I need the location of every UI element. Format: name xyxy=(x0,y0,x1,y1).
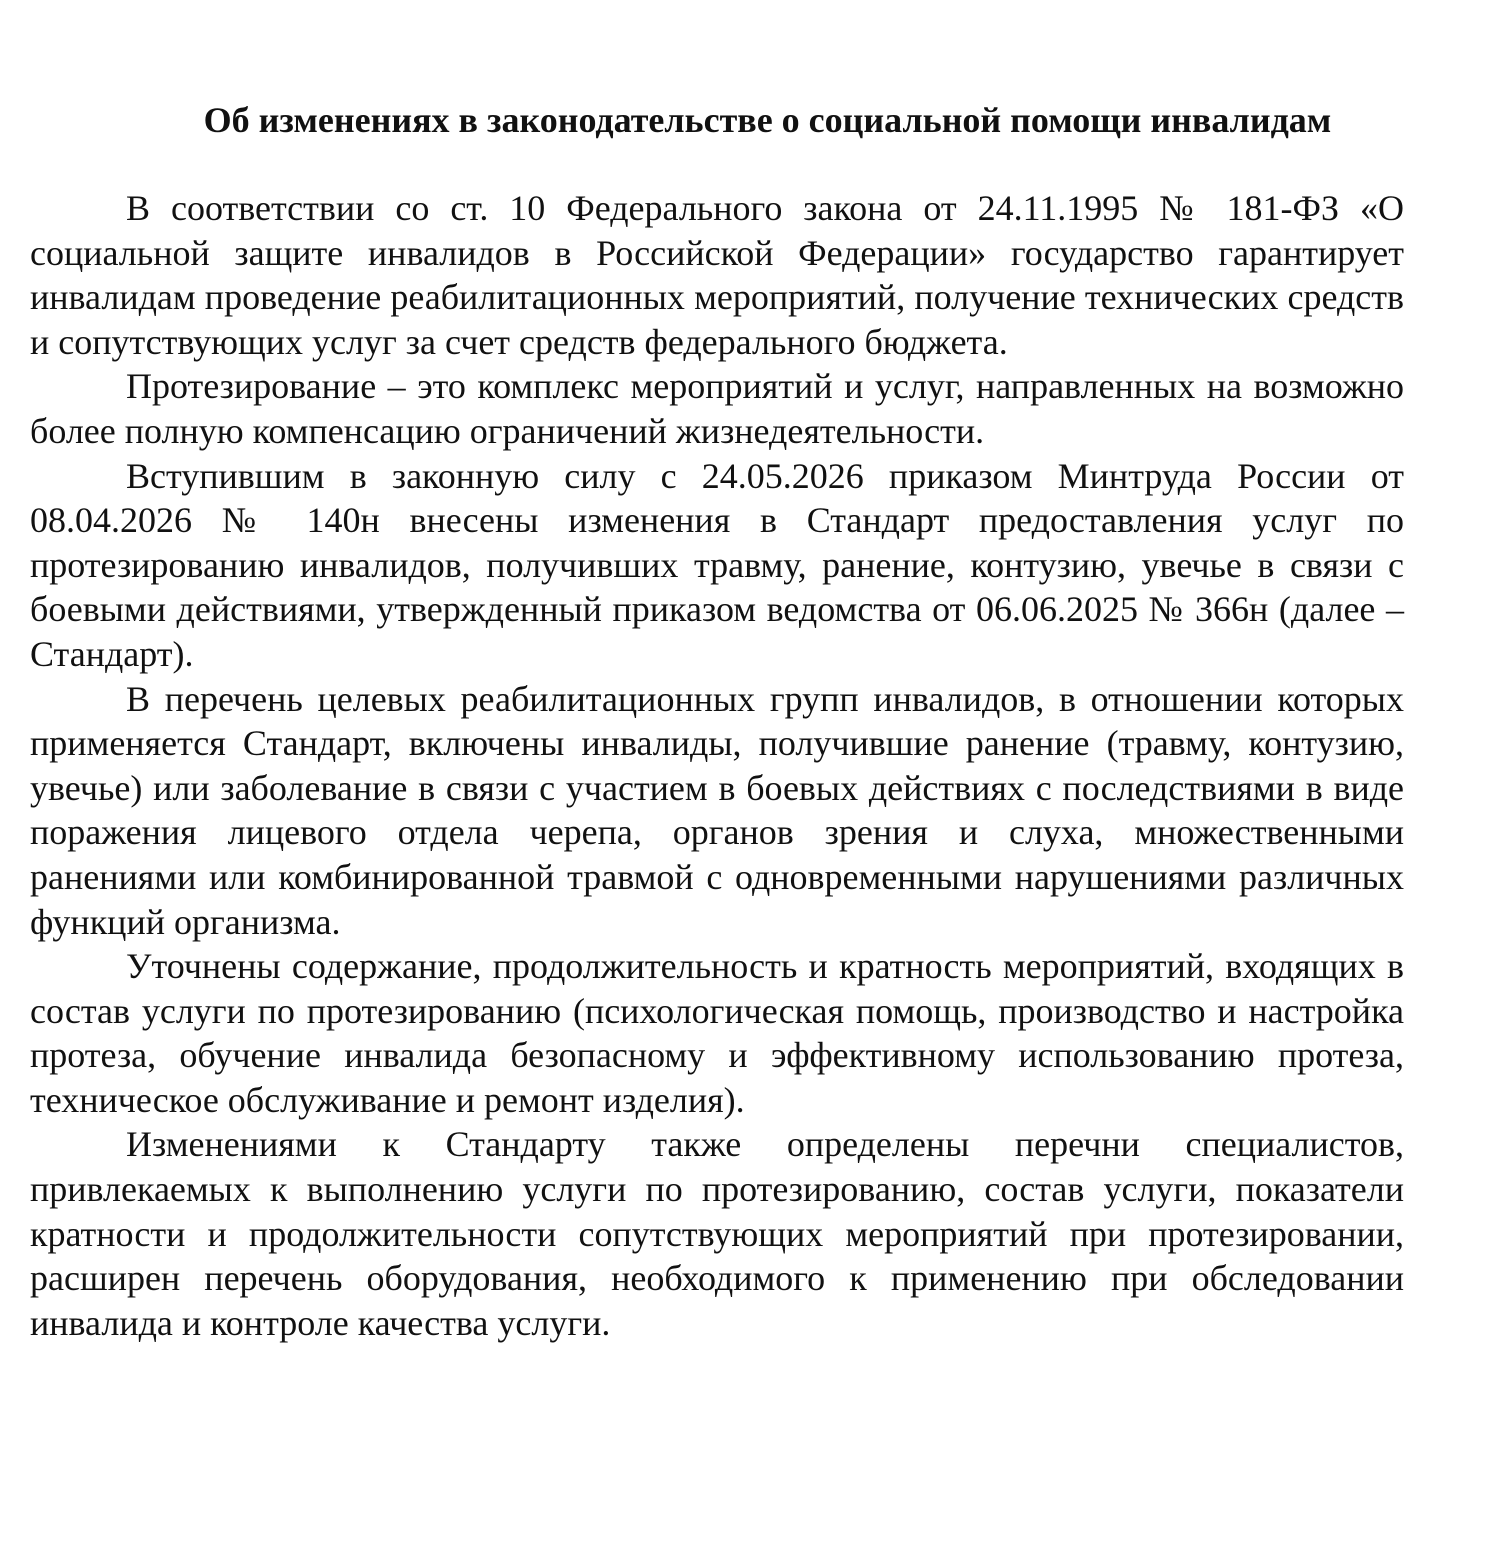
document-body xyxy=(30,186,1404,1345)
paragraph-legal-basis: В соответствии со ст. 10 Федерального закона от 24.11.1995 № 181-ФЗ «О социальной защите инвалидов в Российской Федерации» государство гарантирует инвалидам проведение реабилитационных мероприятий, получение технических средств и сопутствующих услуг за счет средств федерального бюджета. xyxy=(30,188,1404,362)
paragraph-prosthetics-definition: Протезирование – это комплекс мероприятий и услуг, направленных на возможно более полную компенсацию ограничений жизнедеятельности. xyxy=(30,366,1404,451)
paragraph-order-changes: Вступившим в законную силу с 24.05.2026 приказом Минтруда России от 08.04.2026 № 140н внесены изменения в Стандарт предоставления услуг по протезированию инвалидов, получивших травму, ранение, контузию, увечье в связи с боевыми действиями, утвержденный приказом ведомства от 06.06.2025 № 366н (далее – Стандарт). xyxy=(30,455,1404,674)
paragraph-target-groups: В перечень целевых реабилитационных групп инвалидов, в отношении которых применяется Стандарт, включены инвалиды, получившие ранение (травму, контузию, увечье) или заболевание в связи с участием в боевых действиях с последствиями в виде поражения лицевого отдела черепа, органов зрения и слуха, множественными ранениями или комбинированной травмой с одновременными нарушениями различных функций организма. xyxy=(30,678,1404,942)
document-title: Об изменениях в законодательстве о социальной помощи инвалидам xyxy=(203,100,1332,140)
paragraph-specialists-equipment: Изменениями к Стандарту также определены перечни специалистов, привлекаемых к выполнению услуги по протезированию, состав услуги, показатели кратности и продолжительности сопутствующих мероприятий при протезировании, расширен перечень оборудования, необходимого к применению при обследовании инвалида и контроле качества услуги. xyxy=(30,1124,1404,1343)
paragraph-service-content: Уточнены содержание, продолжительность и кратность мероприятий, входящих в состав услуги по протезированию (психологическая помощь, производство и настройка протеза, обучение инвалида безопасному и эффективному использованию протеза, техническое обслуживание и ремонт изделия). xyxy=(30,946,1404,1120)
